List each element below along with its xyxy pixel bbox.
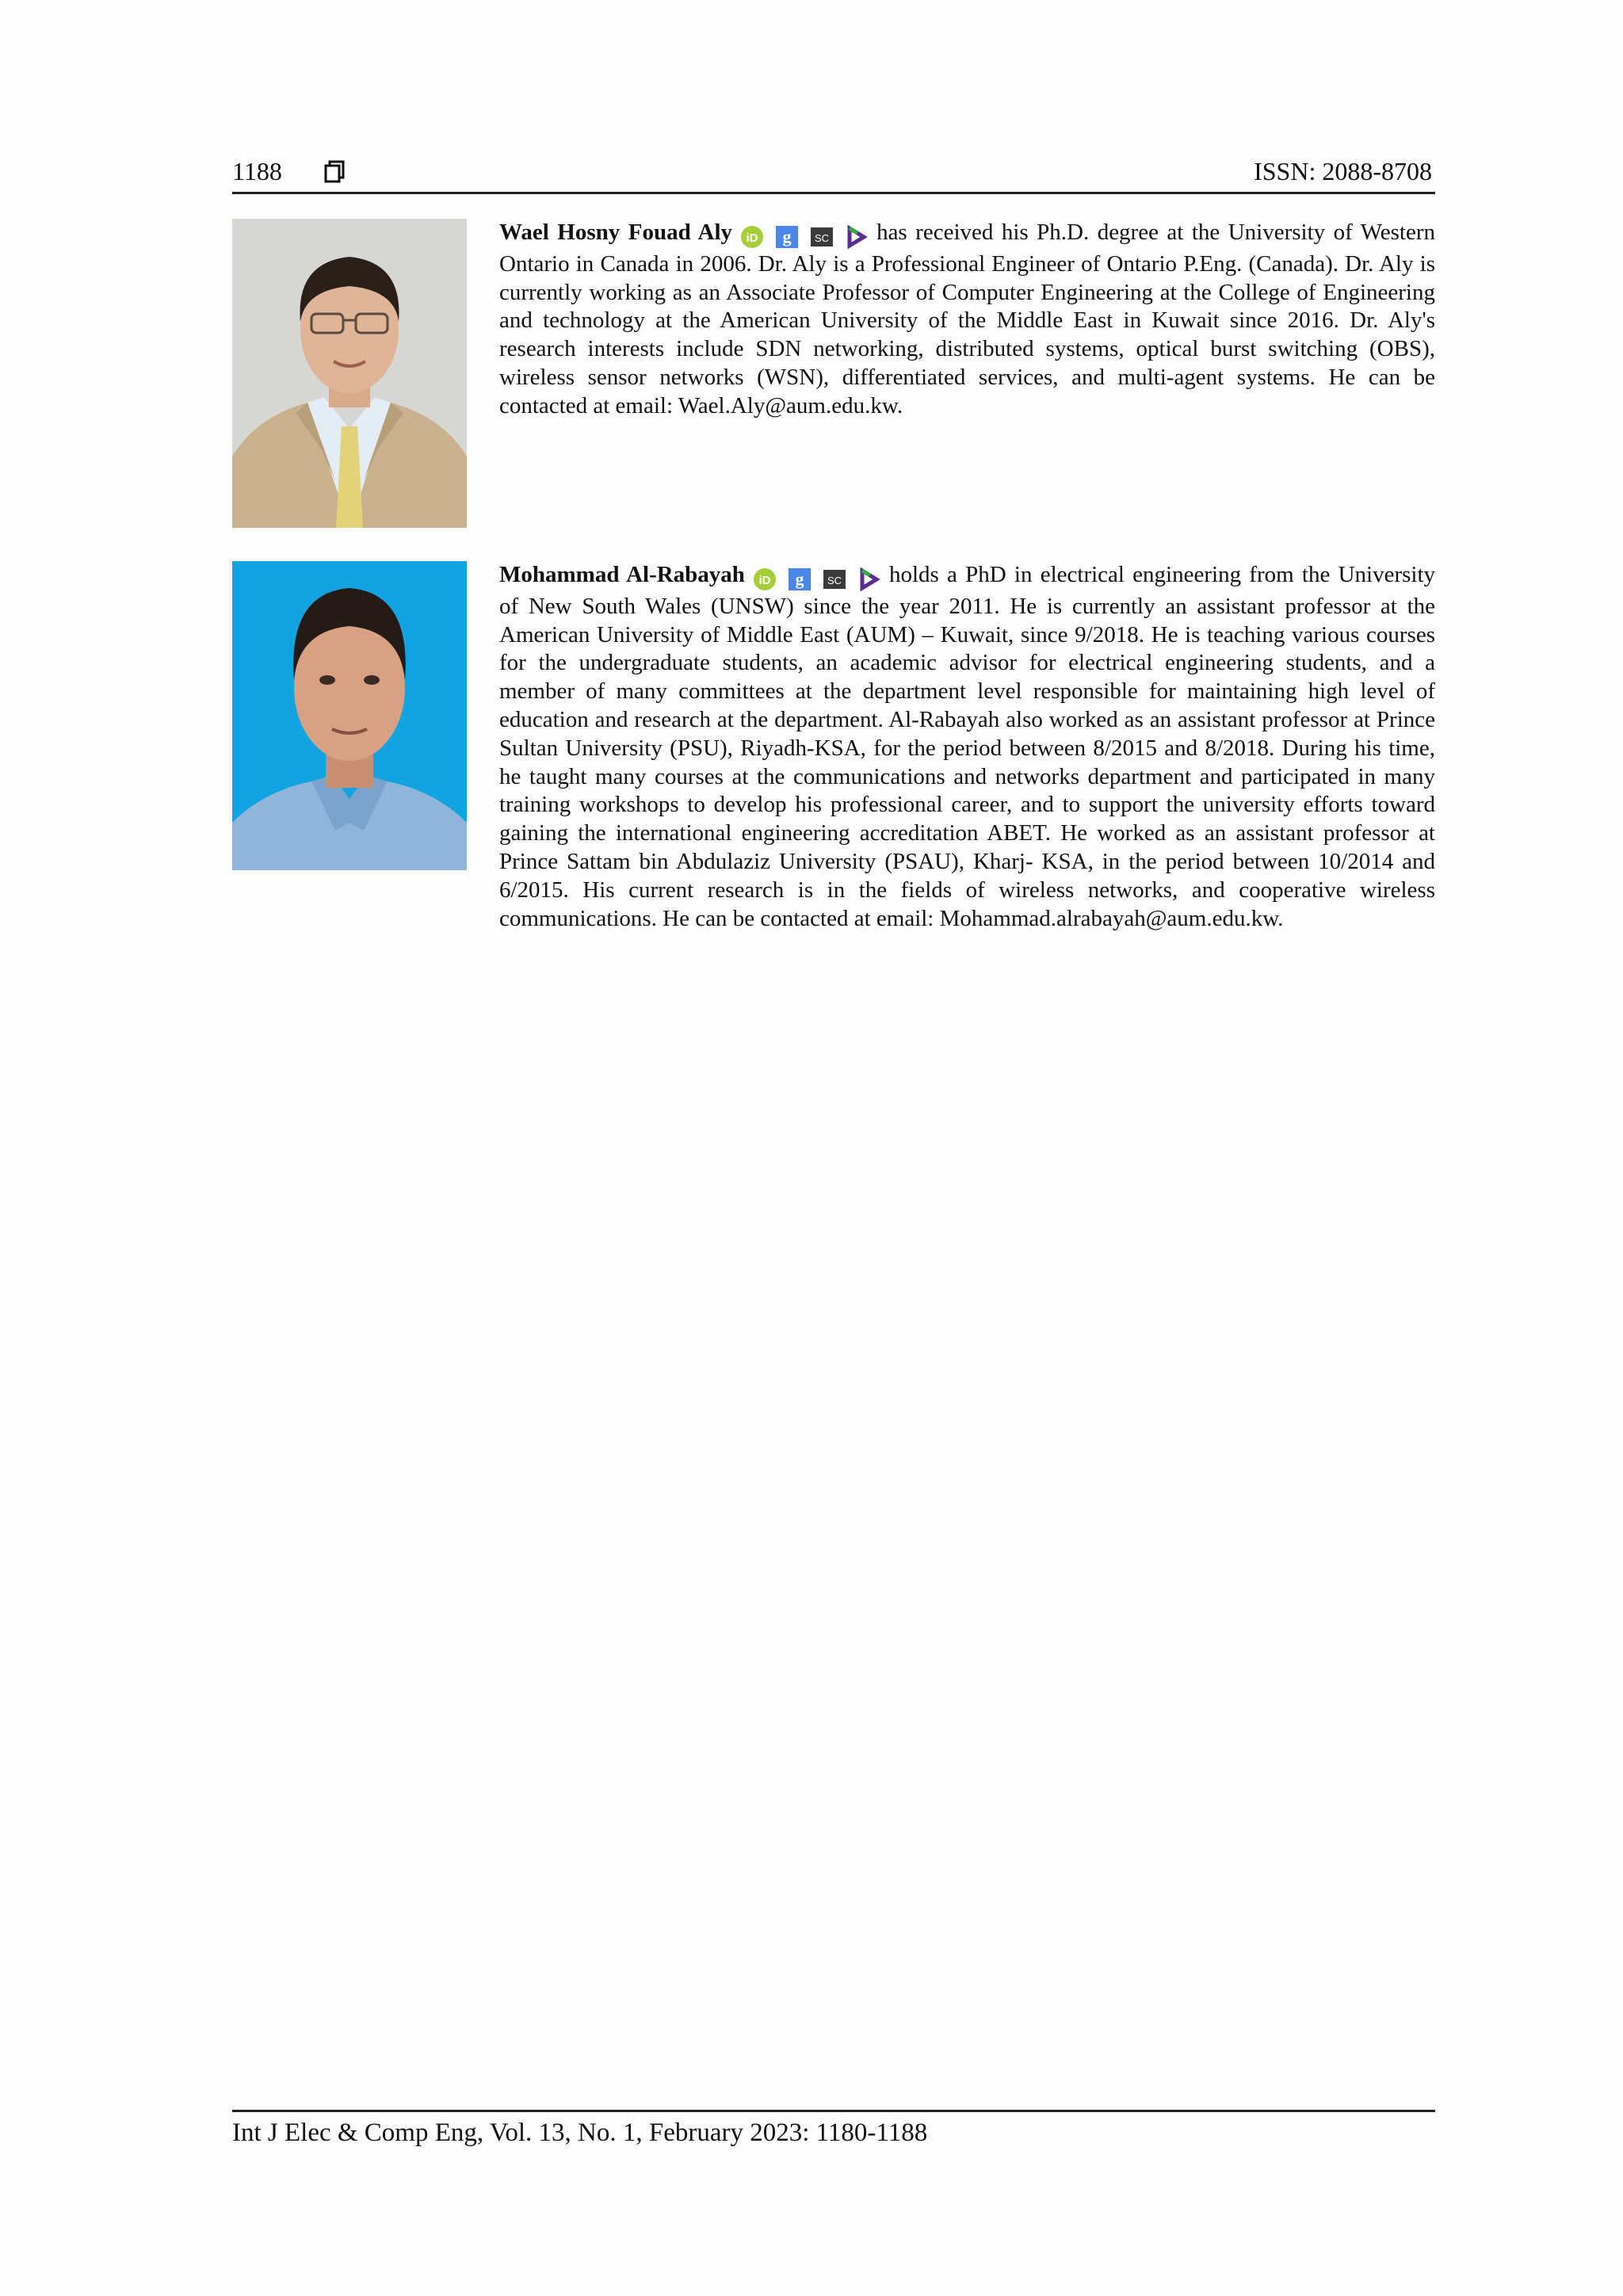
author-photo-2 [232, 561, 467, 870]
orcid-icon[interactable] [753, 567, 777, 591]
publons-icon[interactable] [857, 567, 881, 591]
orcid-icon[interactable] [740, 225, 764, 249]
publons-icon[interactable] [845, 225, 869, 249]
author-bio-1-text: has received his Ph.D. degree at the University of Western Ontario in Canada in 2006. Dr. Aly is a Professional Engineer of Ontario P.Eng. (Canada). Dr. Aly is currently working as an Associate Professor of Computer Engineering at the College of Engineering and technology at the American University of the Middle East in Kuwait since 2016. Dr. Aly's research interests include SDN networking, distributed systems, optical burst switching (OBS), wireless sensor networks (WSN), differentiated services, and multi-agent systems. He can be contacted at email: Wael.Aly@aum.edu.kw. [499, 220, 1435, 418]
square-bullet-icon [324, 160, 345, 184]
scopus-icon[interactable] [823, 567, 846, 591]
page-number: 1188 [232, 157, 282, 185]
svg-text:g: g [782, 227, 792, 247]
author-bio-text-1 [499, 219, 1435, 421]
author-name-1: Wael Hosny Fouad Aly [499, 220, 733, 245]
svg-text:g: g [795, 569, 804, 590]
google-scholar-icon[interactable] [788, 567, 812, 591]
page-header [232, 155, 1435, 194]
profile-icons-1 [740, 222, 872, 250]
author-photo-1 [232, 219, 467, 528]
author-bio-text-2 [499, 561, 1435, 933]
scopus-icon[interactable] [810, 225, 834, 249]
svg-text:iD: iD [758, 574, 771, 588]
page-footer [232, 2110, 1435, 2149]
svg-text:SC: SC [827, 575, 842, 587]
svg-text:iD: iD [746, 231, 758, 246]
author-bio-2-text: holds a PhD in electrical engineering from the University of New South Wales (UNSW) since the year 2011. He is currently an assistant professor at the American University of Middle East (AUM) – Kuwait, since 9/2018. He is teaching various courses for the undergraduate students, an academic advisor for electrical engineering students, and a member of many committees at the department level responsible for maintaining high level of education and research at the department. Al-Rabayah also worked as an assistant professor at Prince Sultan University (PSU), Riyadh-KSA, for the period between 8/2015 and 8/2018. During his time, he taught many courses at the communications and networks department and participated in many training workshops to develop his professional career, and to support the university efforts toward gaining the international engineering accreditation ABET. He worked as an assistant professor at Prince Sattam bin Abdulaziz University (PSAU), Kharj- KSA, in the period between 10/2014 and 6/2015. His current research is in the fields of wireless networks, and cooperative wireless communications. He can be contacted at email: Mohammad.alrabayah@aum.edu.kw. [499, 562, 1436, 931]
google-scholar-icon[interactable] [775, 225, 799, 249]
author-name-2: Mohammad Al-Rabayah [499, 562, 745, 587]
journal-citation: Int J Elec & Comp Eng, Vol. 13, No. 1, February 2023: 1180-1188 [232, 2118, 928, 2147]
profile-icons-2 [753, 564, 884, 593]
issn: ISSN: 2088-8708 [1254, 157, 1432, 185]
svg-text:SC: SC [815, 232, 830, 245]
